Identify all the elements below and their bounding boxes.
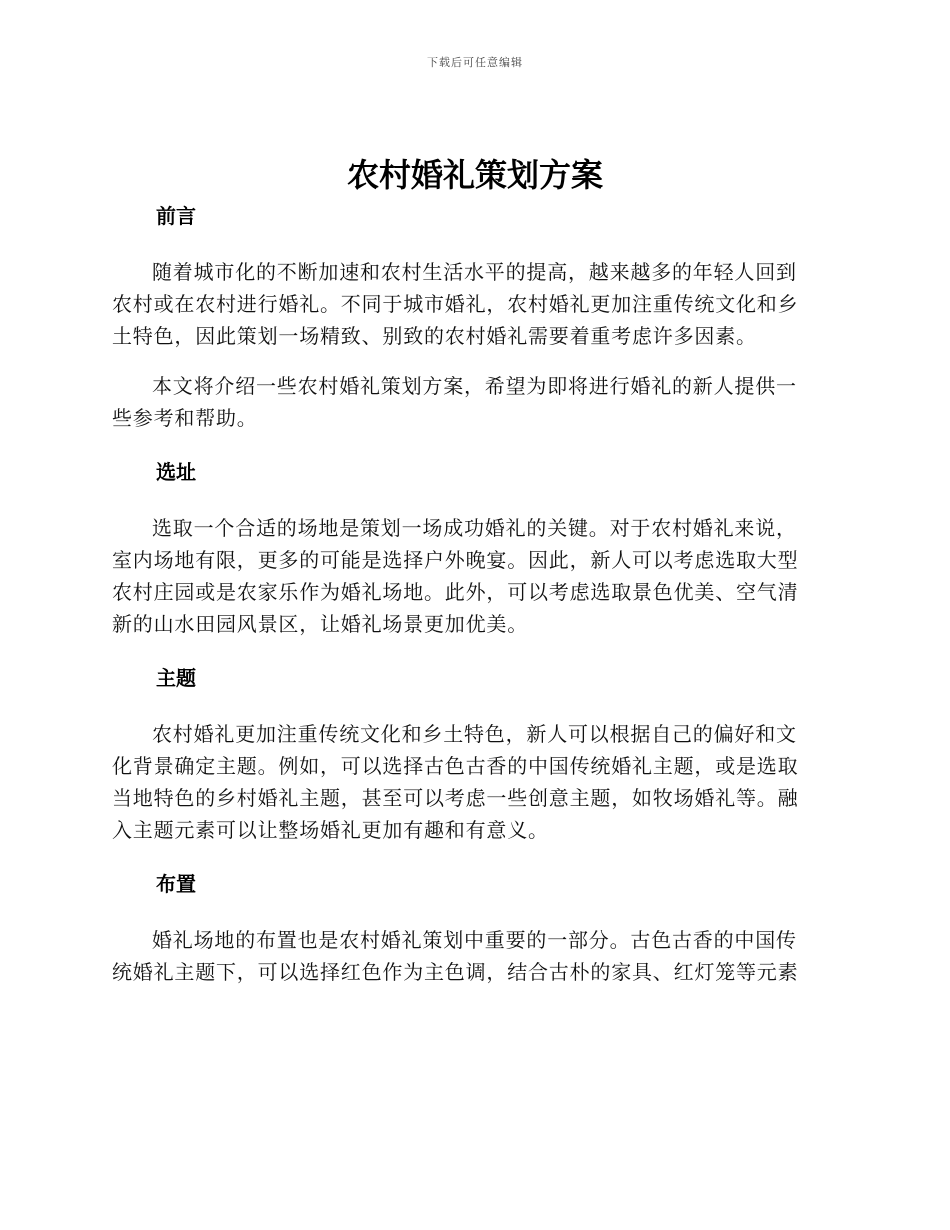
paragraph [112,370,832,434]
page-title: 农村婚礼策划方案 [346,156,603,194]
header-note: 下载后可任意编辑 [427,56,523,69]
paragraph-line: 统婚礼主题下，可以选择红色作为主色调，结合古朴的家具、红灯笼等元素 [112,960,799,984]
paragraph [112,924,832,988]
paragraph-line: 化背景确定主题。例如，可以选择古色古香的中国传统婚礼主题，或是选取 [112,754,799,778]
paragraph-line: 婚礼场地的布置也是农村婚礼策划中重要的一部分。古色古香的中国传 [152,928,797,952]
paragraph [112,256,832,352]
paragraph-line: 农村庄园或是农家乐作为婚礼场地。此外，可以考虑选取景色优美、空气清 [112,580,799,604]
paragraph-line: 些参考和帮助。 [112,406,258,430]
section-heading-theme: 主题 [156,666,196,690]
paragraph-line: 入主题元素可以让整场婚礼更加有趣和有意义。 [112,818,549,842]
paragraph-line: 选取一个合适的场地是策划一场成功婚礼的关键。对于农村婚礼来说， [152,516,797,540]
paragraph-line: 新的山水田园风景区，让婚礼场景更加优美。 [112,612,528,636]
paragraph-line: 本文将介绍一些农村婚礼策划方案，希望为即将进行婚礼的新人提供一 [152,374,797,398]
paragraph-line: 随着城市化的不断加速和农村生活水平的提高，越来越多的年轻人回到 [152,260,797,284]
paragraph-line: 农村婚礼更加注重传统文化和乡土特色，新人可以根据自己的偏好和文 [152,722,797,746]
paragraph-line: 农村或在农村进行婚礼。不同于城市婚礼，农村婚礼更加注重传统文化和乡 [112,292,799,316]
paragraph-line: 室内场地有限，更多的可能是选择户外晚宴。因此，新人可以考虑选取大型 [112,548,799,572]
section-heading-site: 选址 [156,460,196,484]
section-heading-decoration: 布置 [156,872,196,896]
paragraph [112,718,832,846]
paragraph [112,512,832,640]
document-body [112,200,832,988]
section-heading-preface: 前言 [156,204,196,228]
paragraph-line: 当地特色的乡村婚礼主题，甚至可以考虑一些创意主题，如牧场婚礼等。融 [112,786,799,810]
paragraph-line: 土特色，因此策划一场精致、别致的农村婚礼需要着重考虑许多因素。 [112,324,757,348]
